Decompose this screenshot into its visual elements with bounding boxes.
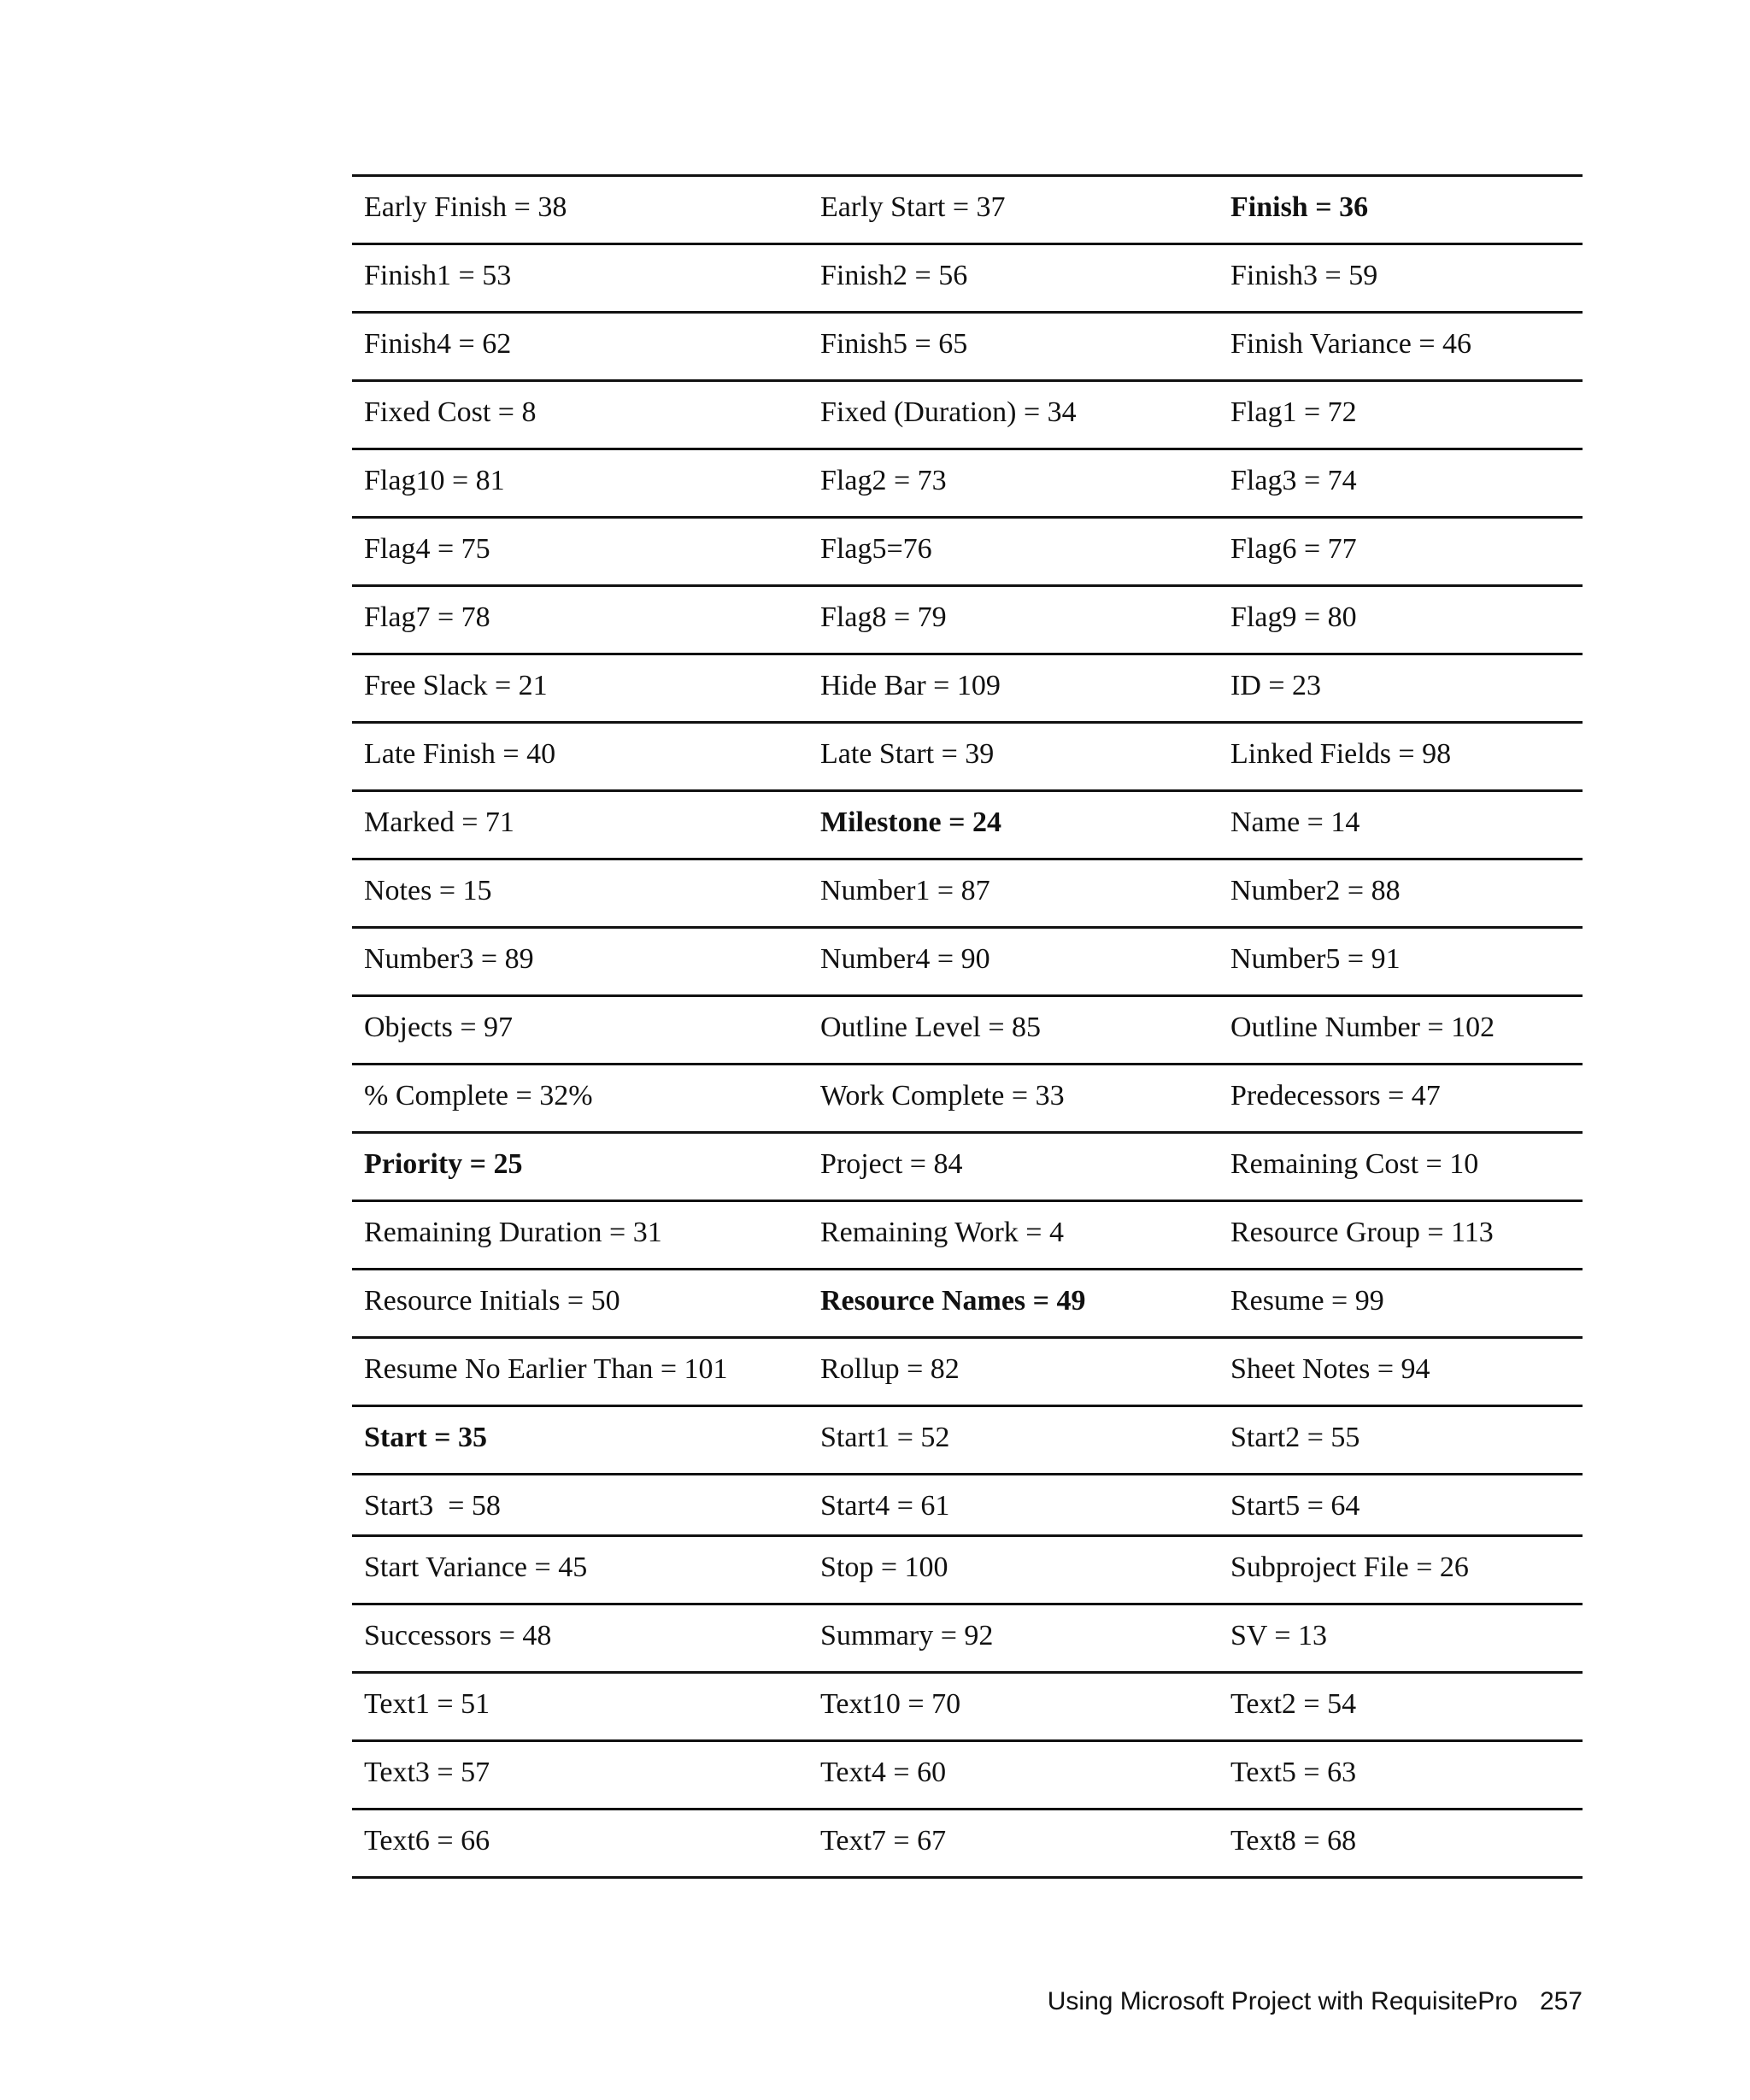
table-row [352, 860, 1583, 929]
table-cell: Free Slack = 21 [364, 670, 548, 701]
table-row [352, 450, 1583, 519]
table-cell: Start5 = 64 [1230, 1490, 1360, 1522]
table-row [352, 929, 1583, 997]
table-cell: Fixed Cost = 8 [364, 396, 537, 428]
table-cell: Resource Initials = 50 [364, 1285, 620, 1317]
table-cell: Resource Names = 49 [820, 1285, 1086, 1317]
table-row [352, 382, 1583, 450]
field-number-table [352, 174, 1583, 1879]
table-row [352, 1270, 1583, 1339]
table-cell: Remaining Cost = 10 [1230, 1148, 1479, 1180]
table-cell: Successors = 48 [364, 1620, 552, 1651]
table-row [352, 1674, 1583, 1742]
table-row [352, 1475, 1583, 1537]
table-cell: Flag8 = 79 [820, 601, 947, 633]
table-cell: Start Variance = 45 [364, 1552, 588, 1583]
table-row [352, 1407, 1583, 1475]
table-cell: Predecessors = 47 [1230, 1080, 1441, 1112]
table-cell: ID = 23 [1230, 670, 1322, 701]
table-cell: Start1 = 52 [820, 1422, 950, 1453]
table-row [352, 655, 1583, 724]
table-row [352, 792, 1583, 860]
table-cell: Linked Fields = 98 [1230, 738, 1452, 770]
table-cell: Outline Number = 102 [1230, 1012, 1495, 1043]
table-cell: Name = 14 [1230, 807, 1360, 838]
table-cell: SV = 13 [1230, 1620, 1328, 1651]
table-cell: Marked = 71 [364, 807, 514, 838]
table-cell: Number2 = 88 [1230, 875, 1401, 906]
table-cell: Start = 35 [364, 1422, 488, 1453]
table-cell: Objects = 97 [364, 1012, 514, 1043]
table-row [352, 1065, 1583, 1134]
table-row [352, 587, 1583, 655]
table-cell: Flag1 = 72 [1230, 396, 1357, 428]
table-cell: Number5 = 91 [1230, 943, 1401, 975]
table-row [352, 1134, 1583, 1202]
table-cell: Outline Level = 85 [820, 1012, 1042, 1043]
table-cell: Flag3 = 74 [1230, 465, 1357, 496]
table-cell: Flag7 = 78 [364, 601, 490, 633]
table-cell: Text8 = 68 [1230, 1825, 1357, 1857]
table-cell: Remaining Duration = 31 [364, 1217, 662, 1248]
table-cell: Flag9 = 80 [1230, 601, 1357, 633]
table-cell: Number1 = 87 [820, 875, 990, 906]
table-cell: Flag6 = 77 [1230, 533, 1357, 565]
page-number: 257 [1539, 1987, 1583, 2015]
table-cell: Late Finish = 40 [364, 738, 556, 770]
table-row [352, 245, 1583, 314]
table-cell: Finish = 36 [1230, 191, 1369, 223]
table-cell: % Complete = 32% [364, 1080, 593, 1112]
table-cell: Text7 = 67 [820, 1825, 947, 1857]
table-cell: Summary = 92 [820, 1620, 994, 1651]
table-cell: Subproject File = 26 [1230, 1552, 1469, 1583]
table-cell: Project = 84 [820, 1148, 963, 1180]
table-cell: Resume = 99 [1230, 1285, 1384, 1317]
table-row [352, 314, 1583, 382]
table-cell: Finish Variance = 46 [1230, 328, 1472, 360]
table-cell: Text4 = 60 [820, 1757, 947, 1788]
table-cell: Start2 = 55 [1230, 1422, 1360, 1453]
table-row [352, 997, 1583, 1065]
table-cell: Finish1 = 53 [364, 260, 512, 291]
table-row [352, 1742, 1583, 1810]
table-cell: Start3 = 58 [364, 1490, 501, 1522]
table-cell: Text2 = 54 [1230, 1688, 1357, 1720]
table-cell: Finish4 = 62 [364, 328, 512, 360]
footer-title: Using Microsoft Project with RequisitePro [1047, 1987, 1518, 2015]
table-cell: Flag10 = 81 [364, 465, 505, 496]
table-cell: Early Finish = 38 [364, 191, 567, 223]
table-cell: Flag4 = 75 [364, 533, 490, 565]
page-footer [1048, 1987, 1583, 2016]
table-row [352, 1339, 1583, 1407]
table-cell: Notes = 15 [364, 875, 492, 906]
table-cell: Stop = 100 [820, 1552, 948, 1583]
table-cell: Start4 = 61 [820, 1490, 950, 1522]
table-cell: Sheet Notes = 94 [1230, 1353, 1430, 1385]
table-cell: Number3 = 89 [364, 943, 534, 975]
table-row [352, 177, 1583, 245]
table-cell: Priority = 25 [364, 1148, 523, 1180]
table-cell: Milestone = 24 [820, 807, 1002, 838]
table-cell: Text10 = 70 [820, 1688, 961, 1720]
table-cell: Finish5 = 65 [820, 328, 968, 360]
table-row [352, 1605, 1583, 1674]
table-cell: Rollup = 82 [820, 1353, 960, 1385]
table-cell: Resume No Earlier Than = 101 [364, 1353, 728, 1385]
table-cell: Flag5=76 [820, 533, 932, 565]
table-row [352, 1537, 1583, 1605]
table-cell: Text6 = 66 [364, 1825, 490, 1857]
table-row [352, 1202, 1583, 1270]
table-cell: Late Start = 39 [820, 738, 995, 770]
table-cell: Number4 = 90 [820, 943, 990, 975]
table-cell: Text1 = 51 [364, 1688, 490, 1720]
table-cell: Text5 = 63 [1230, 1757, 1357, 1788]
table-cell: Resource Group = 113 [1230, 1217, 1494, 1248]
table-cell: Flag2 = 73 [820, 465, 947, 496]
table-cell: Hide Bar = 109 [820, 670, 1001, 701]
table-cell: Fixed (Duration) = 34 [820, 396, 1077, 428]
table-row [352, 1810, 1583, 1879]
table-row [352, 519, 1583, 587]
table-row [352, 724, 1583, 792]
table-cell: Text3 = 57 [364, 1757, 490, 1788]
table-cell: Finish2 = 56 [820, 260, 968, 291]
table-cell: Work Complete = 33 [820, 1080, 1065, 1112]
table-cell: Finish3 = 59 [1230, 260, 1378, 291]
table-cell: Remaining Work = 4 [820, 1217, 1064, 1248]
table-cell: Early Start = 37 [820, 191, 1006, 223]
